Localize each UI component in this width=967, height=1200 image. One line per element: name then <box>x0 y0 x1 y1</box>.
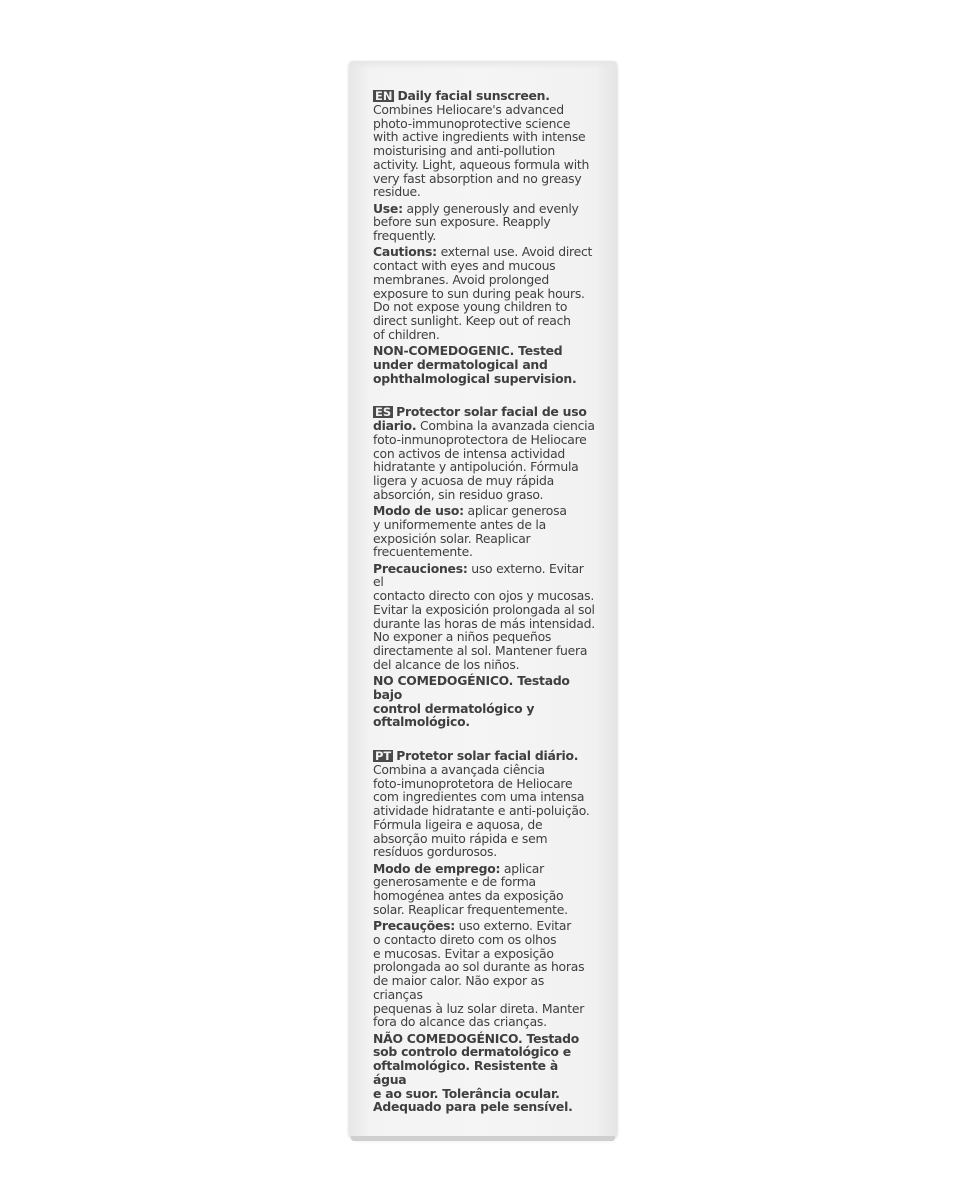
body-text: No exponer a niños pequeños <box>373 629 552 645</box>
label-line <box>373 933 595 947</box>
label-line <box>373 172 595 186</box>
label-line <box>373 259 595 273</box>
label-line <box>373 1015 595 1029</box>
label-paragraph <box>373 405 595 501</box>
label-line <box>373 702 595 716</box>
label-line <box>373 603 595 617</box>
section-en <box>373 89 595 385</box>
body-text: uso externo. Evitar el <box>373 560 584 590</box>
body-text: e mucosas. Evitar a exposição <box>373 945 554 961</box>
body-text: foto-imunoprotetora de Heliocare <box>373 775 573 791</box>
section-pt <box>373 749 595 1114</box>
body-text: foto-inmunoprotectora de Heliocare <box>373 431 587 447</box>
body-text: durante las horas de más intensidad. <box>373 615 595 631</box>
label-paragraph <box>373 344 595 385</box>
body-text: residue. <box>373 184 421 200</box>
bold-text: Modo de uso: <box>373 503 464 518</box>
label-line <box>373 89 595 103</box>
label-line <box>373 144 595 158</box>
label-line <box>373 372 595 386</box>
bold-text: oftalmológico. Resistente à água <box>373 1058 558 1087</box>
body-text: with active ingredients with intense <box>373 129 586 145</box>
label-line <box>373 358 595 372</box>
label-line <box>373 889 595 903</box>
body-text: y uniformemente antes de la <box>373 516 546 532</box>
label-line <box>373 117 595 131</box>
label-paragraph <box>373 89 595 199</box>
body-text: ligera y acuosa de muy rápida <box>373 473 554 488</box>
body-text: frequently. <box>373 228 437 243</box>
body-text: com ingredientes com uma intensa <box>373 789 585 805</box>
label-text-block <box>373 89 595 1134</box>
label-line <box>373 215 595 229</box>
label-line <box>373 202 595 216</box>
body-text: resíduos gordurosos. <box>373 844 497 860</box>
bold-text: Adequado para pele sensível. <box>373 1099 573 1115</box>
body-text: Combina a avançada ciência <box>373 761 545 777</box>
body-text: hidratante y antipolución. Fórmula <box>373 459 579 475</box>
body-text: con activos de intensa actividad <box>373 445 566 461</box>
label-line <box>373 532 595 546</box>
section-es <box>373 405 595 729</box>
label-line <box>373 518 595 532</box>
body-text: contact with eyes and mucous <box>373 258 556 273</box>
label-paragraph <box>373 1032 595 1115</box>
label-line <box>373 875 595 889</box>
bold-text: under dermatological and <box>373 356 548 372</box>
label-line <box>373 130 595 144</box>
label-line <box>373 1100 595 1114</box>
label-line <box>373 1002 595 1016</box>
body-text: before sun exposure. Reapply <box>373 214 551 230</box>
label-line <box>373 405 595 419</box>
body-text: absorção muito rápida e sem <box>373 830 548 846</box>
body-text: very fast absorption and no greasy <box>373 170 582 186</box>
body-text: photo-immunoprotective science <box>373 115 571 131</box>
body-text: atividade hidratante e anti-poluição. <box>373 803 590 818</box>
label-line <box>373 715 595 729</box>
body-text: Fórmula ligeira e aquosa, de <box>373 816 543 832</box>
bold-text: ophthalmological supervision. <box>373 370 577 386</box>
body-text: de maior calor. Não expor as crianças <box>373 973 545 1002</box>
label-line <box>373 617 595 631</box>
label-line <box>373 804 595 818</box>
label-paragraph <box>373 749 595 859</box>
label-line <box>373 919 595 933</box>
label-line <box>373 504 595 518</box>
label-line <box>373 273 595 287</box>
label-paragraph <box>373 674 595 729</box>
body-text: solar. Reaplicar frequentemente. <box>373 901 568 917</box>
label-line <box>373 749 595 763</box>
bold-text: Protetor solar facial diário. <box>396 748 579 763</box>
bold-text: control dermatológico y <box>373 700 535 716</box>
body-text: apply generously and evenly <box>402 200 579 216</box>
body-text: del alcance de los niños. <box>373 656 520 672</box>
body-text: Do not expose young children to <box>373 299 568 315</box>
bold-text: Protector solar facial de uso <box>396 404 587 420</box>
label-paragraph <box>373 245 595 341</box>
language-badge: PT <box>375 749 392 763</box>
language-badge: ES <box>375 405 392 420</box>
label-line <box>373 229 595 243</box>
label-line <box>373 103 595 117</box>
label-line <box>373 433 595 447</box>
body-text: Evitar la exposición prolongada al sol <box>373 601 595 617</box>
label-line <box>373 344 595 358</box>
body-text: exposición solar. Reaplicar <box>373 530 531 546</box>
language-badge: EN <box>375 89 393 103</box>
bold-text: oftalmológico. <box>373 714 470 730</box>
body-text: Combina la avanzada ciencia <box>416 418 595 433</box>
label-line <box>373 474 595 488</box>
label-line <box>373 862 595 876</box>
label-line <box>373 1087 595 1101</box>
body-text: of children. <box>373 326 440 342</box>
label-line <box>373 1045 595 1059</box>
body-text: exposure to sun during peak hours. <box>373 285 585 301</box>
bold-text: sob controlo dermatológico e <box>373 1044 571 1060</box>
label-line <box>373 589 595 603</box>
label-paragraph <box>373 504 595 559</box>
label-line <box>373 777 595 791</box>
bold-text: Precauciones: <box>373 560 468 576</box>
body-text: frecuentemente. <box>373 544 473 560</box>
bold-text: Use: <box>373 200 403 216</box>
body-text: contacto directo con ojos y mucosas. <box>373 588 595 603</box>
label-paragraph <box>373 562 595 672</box>
body-text: pequenas à luz solar direta. Manter <box>373 1000 585 1016</box>
body-text: prolongada ao sol durante as horas <box>373 959 585 975</box>
label-line <box>373 818 595 832</box>
label-line <box>373 903 595 917</box>
label-line <box>373 960 595 974</box>
label-line <box>373 947 595 961</box>
body-text: Combines Heliocare's advanced <box>373 101 564 117</box>
body-text: absorción, sin residuo graso. <box>373 486 544 502</box>
body-text: membranes. Avoid prolonged <box>373 271 550 287</box>
bold-text: diario. <box>373 418 417 433</box>
label-line <box>373 763 595 777</box>
label-paragraph <box>373 862 595 917</box>
label-line <box>373 845 595 859</box>
bold-text: e ao suor. Tolerância ocular. <box>373 1085 560 1101</box>
label-line <box>373 245 595 259</box>
body-text: uso externo. Evitar <box>454 918 572 933</box>
body-text: aplicar <box>500 860 544 876</box>
bold-text: NON-COMEDOGENIC. Tested <box>373 343 563 358</box>
label-paragraph <box>373 202 595 243</box>
label-line <box>373 1059 595 1087</box>
label-paragraph <box>373 919 595 1029</box>
body-text: external use. Avoid direct <box>436 244 593 260</box>
body-text: directamente al sol. Mantener fuera <box>373 643 588 658</box>
label-line <box>373 328 595 342</box>
body-text: generosamente e de forma <box>373 874 536 890</box>
bold-text: Daily facial sunscreen. <box>397 88 550 103</box>
body-text: activity. Light, aqueous formula with <box>373 156 590 172</box>
body-text: aplicar generosa <box>463 503 567 518</box>
label-line <box>373 460 595 474</box>
bold-text: Precauções: <box>373 918 455 933</box>
label-line <box>373 1032 595 1046</box>
body-text: o contacto direto com os olhos <box>373 931 557 947</box>
label-line <box>373 562 595 590</box>
label-line <box>373 674 595 702</box>
label-line <box>373 630 595 644</box>
bold-text: Modo de emprego: <box>373 860 501 876</box>
label-line <box>373 447 595 461</box>
body-text: moisturising and anti-pollution <box>373 143 555 158</box>
bold-text: Cautions: <box>373 244 437 260</box>
label-line <box>373 790 595 804</box>
body-text: homogénea antes da exposição <box>373 888 564 903</box>
label-line <box>373 419 595 433</box>
body-text: direct sunlight. Keep out of reach <box>373 313 571 328</box>
label-line <box>373 545 595 559</box>
label-line <box>373 832 595 846</box>
bold-text: NO COMEDOGÉNICO. Testado bajo <box>373 673 570 702</box>
label-line <box>373 658 595 672</box>
label-line <box>373 300 595 314</box>
label-line <box>373 974 595 1002</box>
label-line <box>373 287 595 301</box>
bold-text: NÃO COMEDOGÉNICO. Testado <box>373 1030 580 1046</box>
label-line <box>373 314 595 328</box>
label-line <box>373 488 595 502</box>
label-line <box>373 158 595 172</box>
body-text: fora do alcance das crianças. <box>373 1014 547 1030</box>
label-line <box>373 185 595 199</box>
label-line <box>373 644 595 658</box>
